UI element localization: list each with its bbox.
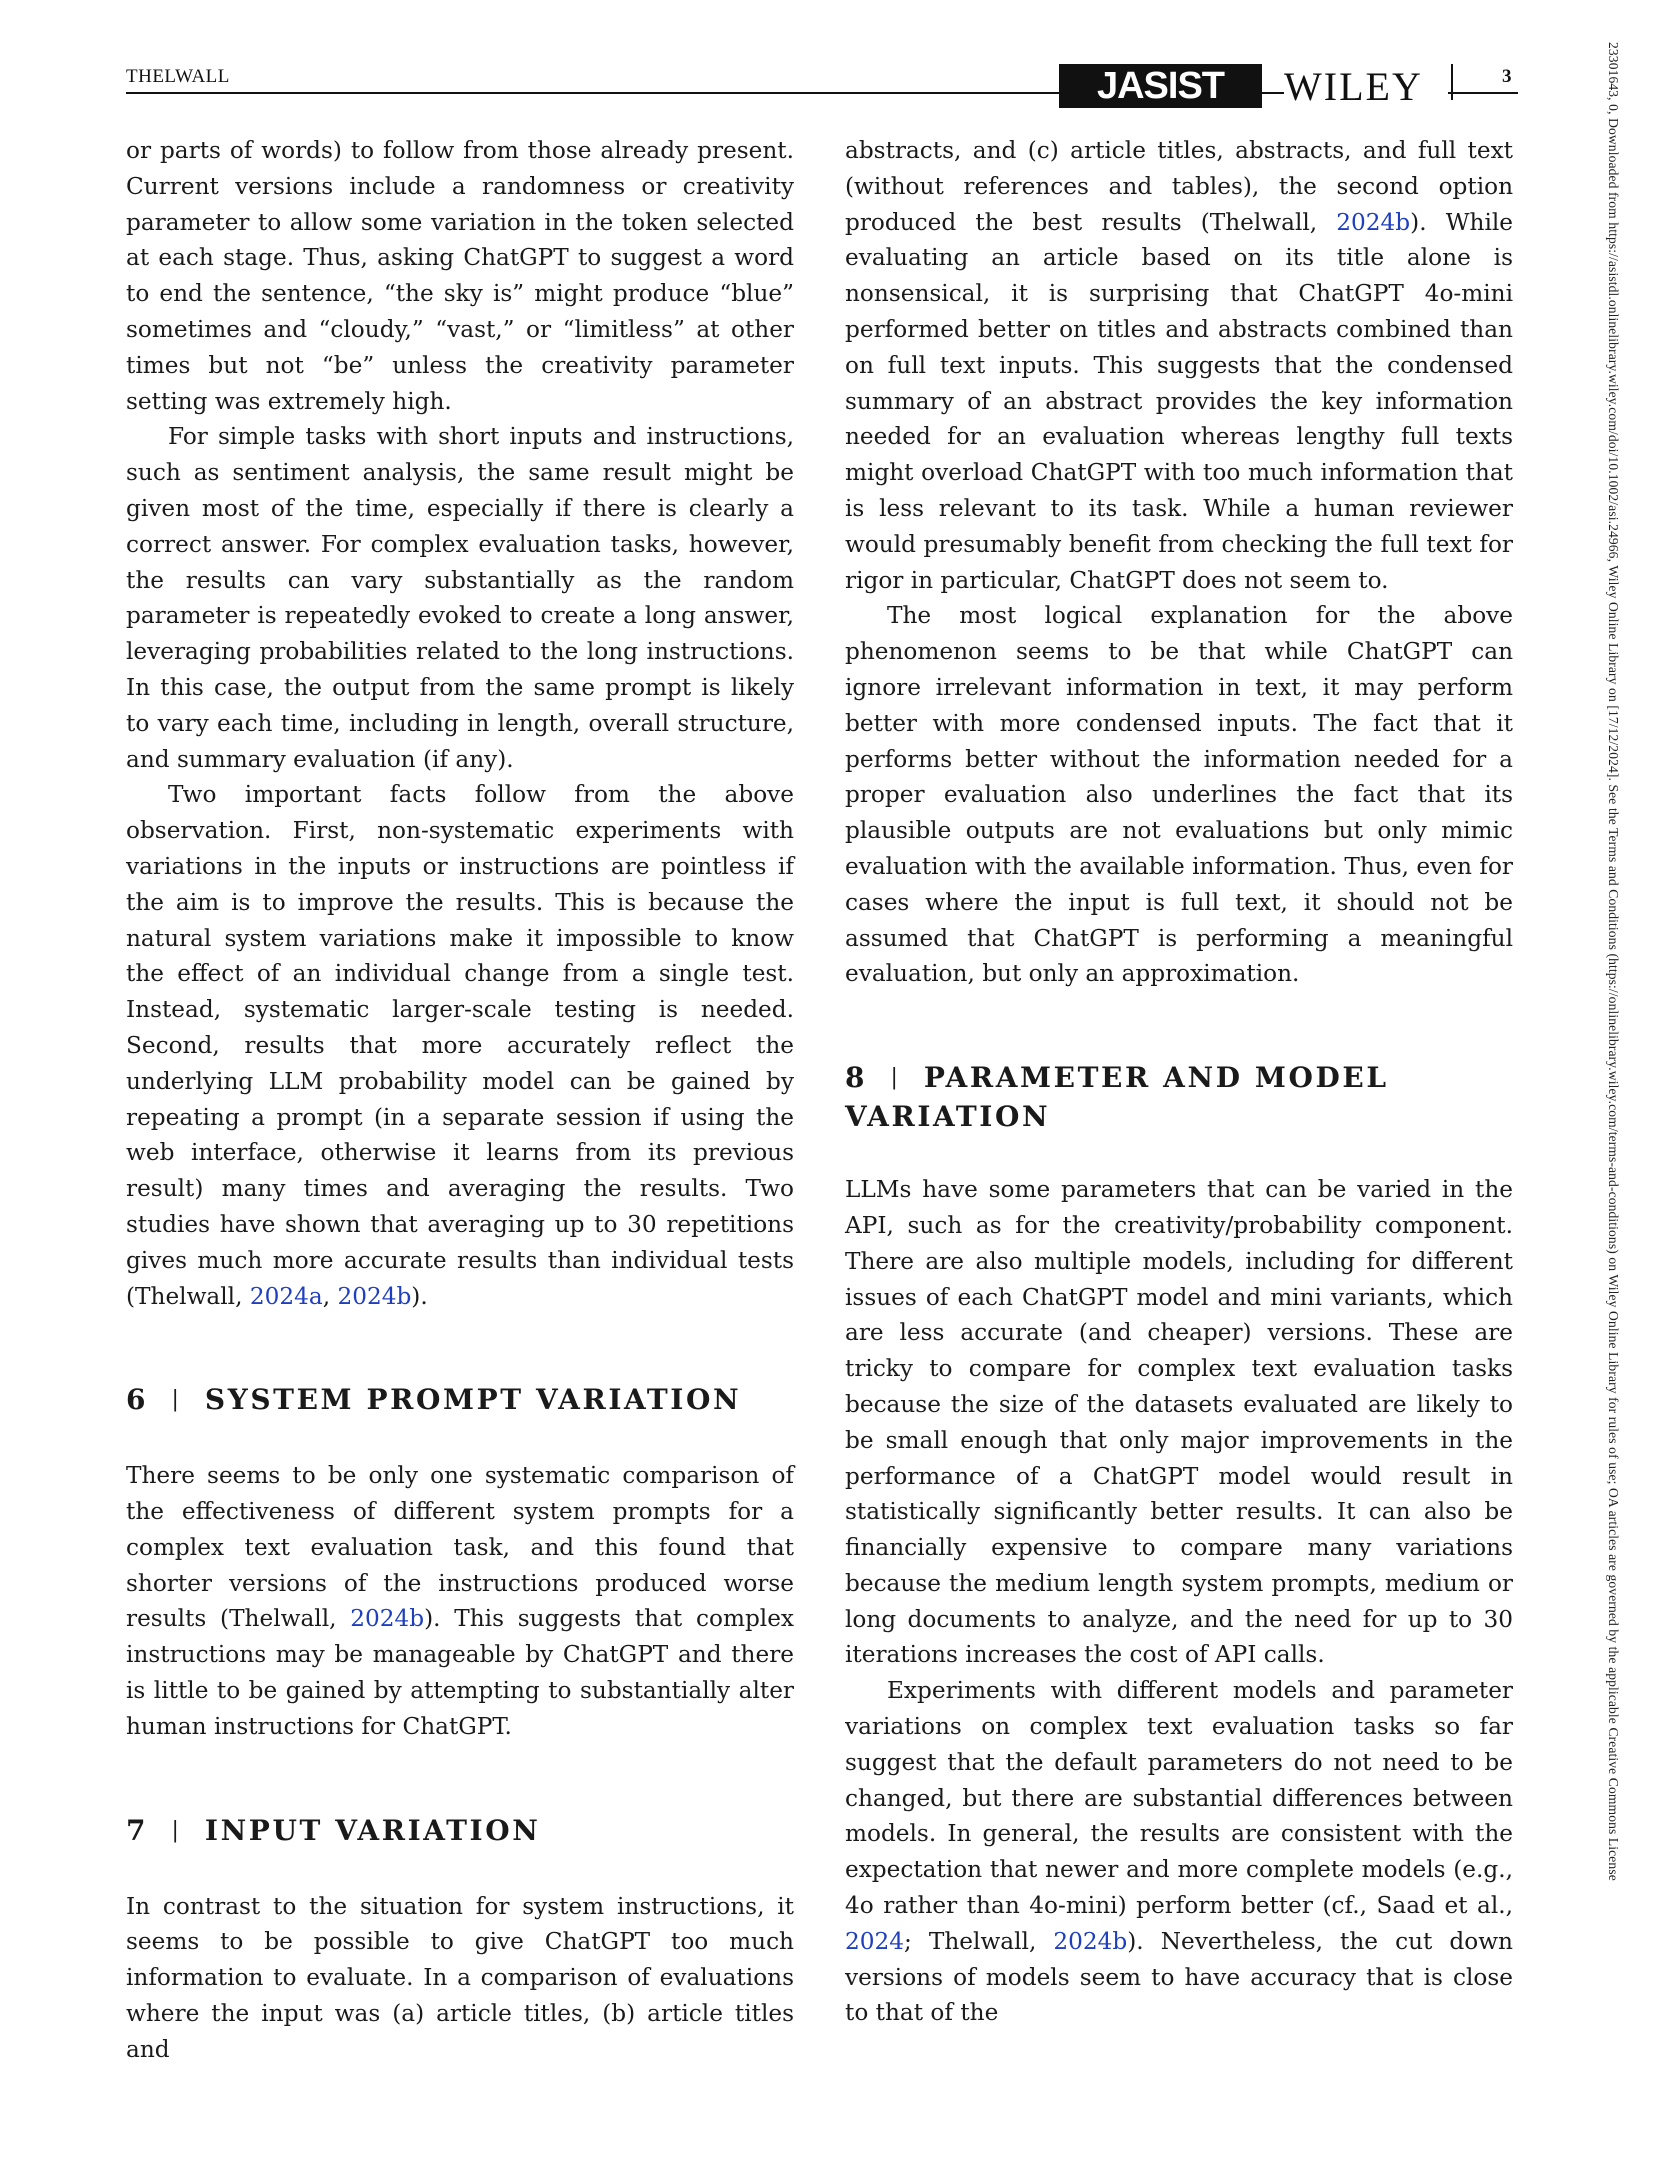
- paragraph-text: ). Nevertheless, the cut down versions of models seem to have accuracy that is close to that of the: [845, 1927, 1513, 2027]
- paragraph: or parts of words) to follow from those already present. Current versions include a randomness or creativity parameter to allow some variation in the token selected at each stage. Thus, asking ChatGPT to suggest a word to end the sentence, “the sky is” might produce “blue” sometimes and “cloudy,” “vast,” or “limitless” at other times but not “be” unless the creativity parameter setting was extremely high.: [126, 137, 794, 415]
- paragraph: LLMs have some parameters that can be varied in the API, such as for the creativity/probability component. There are also multiple models, including for different issues of each ChatGPT model and mini variants, which are less accurate (and cheaper) versions. These are tricky to compare for complex text evaluation tasks because the size of the datasets evaluated are likely to be small enough that only major improvements in the performance of a ChatGPT model would result in statistically significantly better results. It can also be financially expensive to compare many variations because the medium length system prompts, medium or long documents to analyze, and the need for up to 30 iterations increases the cost of API calls.: [845, 1176, 1513, 1669]
- paragraph-text: There seems to be only one systematic comparison of the effectiveness of different system prompts for a complex text evaluation task, and this found that shorter versions of the instructions produced worse results (Thelwall,: [126, 1462, 794, 1633]
- paragraph-text: abstracts, and (c) article titles, abstracts, and full text (without references and tables), the second option produced the best results (Thelwall,: [845, 137, 1513, 236]
- section-title: INPUT VARIATION: [204, 1813, 541, 1847]
- paragraph: [845, 133, 1513, 598]
- section-separator: |: [171, 1387, 179, 1413]
- section-number: 6: [126, 1383, 146, 1417]
- download-notice-text: 23301643, 0, Downloaded from https://asistdl.onlinelibrary.wiley.com/doi/10.1002/asi.24966, Wiley Online Library on [17/12/2024]. See the Terms and Conditions (https://onlinelibrary.wiley.com/terms-and-conditions) on Wiley Online Library for rules of use; OA articles are governed by the applicable Creative Commons License: [1606, 42, 1621, 1881]
- paragraph: [126, 1458, 794, 1744]
- citation-separator: ,: [322, 1282, 338, 1310]
- citation-link[interactable]: 2024b: [337, 1282, 412, 1310]
- paragraph-text: ; Thelwall,: [904, 1927, 1054, 1955]
- section-heading-8: [845, 1060, 1513, 1135]
- section-separator: |: [890, 1065, 898, 1091]
- paragraph: The most logical explanation for the above phenomenon seems to be that while ChatGPT can ignore irrelevant information in text, it may perform better with more condensed inputs. The fact that it performs better without the information needed for a proper evaluation also underlines the fact that its plausible outputs are not evaluations but only mimic evaluation with the available information. Thus, even for cases where the input is full text, it should not be assumed that ChatGPT is performing a meaningful evaluation, but only an approximation.: [845, 602, 1513, 988]
- section-number: 7: [126, 1813, 146, 1847]
- download-notice: [1605, 42, 1629, 2132]
- running-head: THELWALL: [126, 66, 230, 87]
- paragraph-text: ). While evaluating an article based on its title alone is nonsensical, it is surprising that ChatGPT 4o-mini performed better on titles and abstracts combined than on full text inputs. This suggests that the condensed summary of an abstract provides the key information needed for an evaluation whereas lengthy full texts might overload ChatGPT with too much information that is less relevant to its task. While a human reviewer would presumably benefit from checking the full text for rigor in particular, ChatGPT does not seem to.: [845, 208, 1514, 594]
- citation-link[interactable]: 2024b: [1336, 208, 1411, 236]
- citation-link[interactable]: 2024: [845, 1927, 905, 1955]
- paragraph: For simple tasks with short inputs and instructions, such as sentiment analysis, the same result might be given most of the time, especially if there is clearly a correct answer. For complex evaluation tasks, however, the results can vary substantially as the random parameter is repeatedly evoked to create a long answer, leveraging probabilities related to the long instructions. In this case, the output from the same prompt is likely to vary each time, including in length, overall structure, and summary evaluation (if any).: [126, 423, 794, 773]
- paragraph-text: ).: [411, 1282, 428, 1310]
- wiley-logo: WILEY: [1284, 64, 1423, 109]
- header-rule-segment: [1448, 92, 1518, 94]
- paragraph: In contrast to the situation for system instructions, it seems to be possible to give ChatGPT too much information to evaluate. In a comparison of evaluations where the input was (a) article titles, (b) article titles and: [126, 1892, 794, 2063]
- right-column: [845, 133, 1513, 2031]
- citation-link[interactable]: 2024b: [350, 1605, 425, 1633]
- section-title: SYSTEM PROMPT VARIATION: [204, 1383, 742, 1417]
- paragraph: [126, 777, 794, 1314]
- citation-link[interactable]: 2024a: [249, 1282, 323, 1310]
- section-heading-6: [126, 1382, 794, 1421]
- paragraph-text: Experiments with different models and parameter variations on complex text evaluation tasks so far suggest that the default parameters do not need to be changed, but there are substantial differences between models. In general, the results are consistent with the expectation that newer and more complete models (e.g., 4o rather than 4o-mini) perform better (cf., Saad et al.,: [845, 1677, 1513, 1920]
- page-header: [126, 58, 1518, 108]
- left-column: [126, 133, 794, 2068]
- header-rule: [126, 92, 1066, 94]
- section-title: PARAMETER AND MODEL VARIATION: [845, 1061, 1389, 1134]
- section-heading-7: [126, 1813, 794, 1852]
- header-divider: [1451, 64, 1453, 100]
- paragraph-text: ). This suggests that complex instructions may be manageable by ChatGPT and there is little to be gained by attempting to substantially alter human instructions for ChatGPT.: [126, 1605, 794, 1740]
- section-separator: |: [171, 1817, 179, 1843]
- header-rule-segment: [1262, 92, 1284, 94]
- page-number: 3: [1502, 66, 1512, 87]
- citation-link[interactable]: 2024b: [1053, 1927, 1128, 1955]
- paragraph-text: Two important facts follow from the above observation. First, non-systematic experiments with variations in the inputs or instructions are pointless if the aim is to improve the results. This is because the natural system variations make it impossible to know the effect of an individual change from a single test. Instead, systematic larger-scale testing is needed. Second, results that more accurately reflect the underlying LLM probability model can be gained by repeating a prompt (in a separate session if using the web interface, otherwise it learns from its previous result) many times and averaging the results. Two studies have shown that averaging up to 30 repetitions gives much more accurate results than individual tests (Thelwall,: [126, 781, 794, 1310]
- paragraph: [845, 1673, 1513, 2031]
- jasist-logo: JASIST: [1059, 64, 1262, 108]
- section-number: 8: [845, 1061, 865, 1095]
